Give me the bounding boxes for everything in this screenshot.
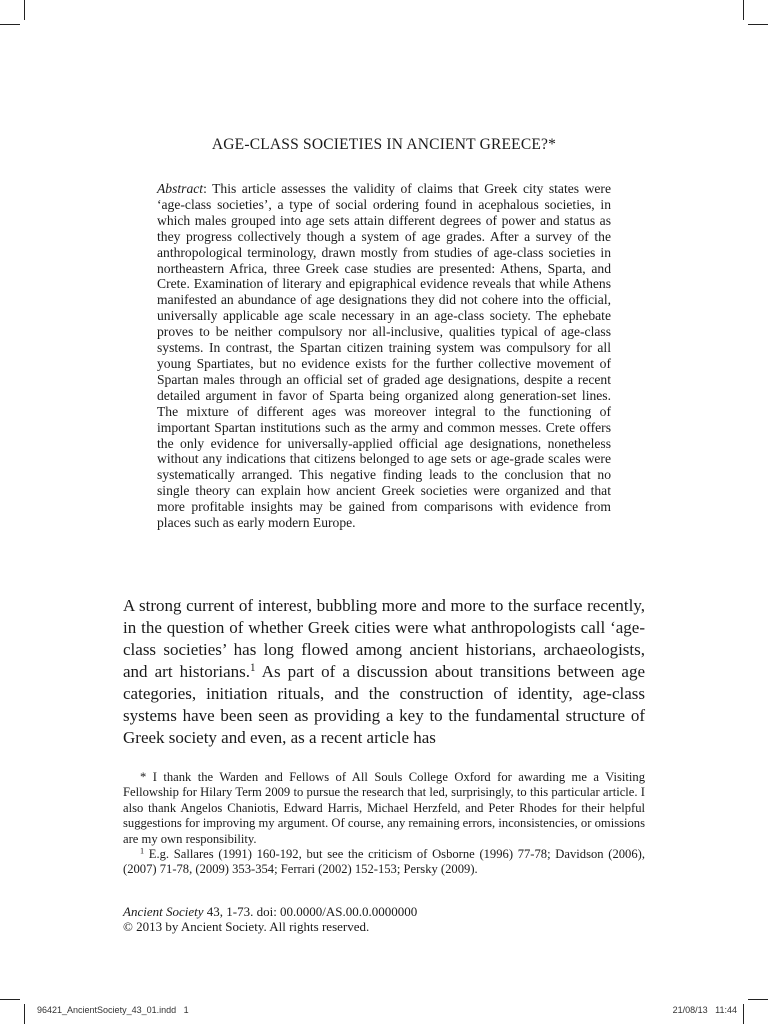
crop-mark-top-left-horizontal <box>0 24 20 25</box>
crop-mark-bottom-right-vertical <box>743 1004 744 1024</box>
crop-mark-bottom-right-horizontal <box>748 999 768 1000</box>
crop-mark-top-right-vertical <box>743 0 744 20</box>
footnote-ref-1: 1 <box>250 661 256 674</box>
journal-citation-line <box>123 904 417 919</box>
journal-info <box>123 904 417 934</box>
crop-mark-bottom-left-vertical <box>24 1004 25 1024</box>
abstract <box>157 181 611 531</box>
footnote-asterisk <box>123 770 645 847</box>
body-text-part-1: A strong current of interest, bubbling more and more to the surface recently, in the question of whether Greek cities were what anthropologists call ‘age-class societies’ has long flowed among ancient historians, archaeologists, and art historians. <box>123 596 645 681</box>
crop-mark-bottom-left-horizontal <box>0 999 20 1000</box>
body-paragraph <box>123 595 645 749</box>
slug-file: 96421_AncientSociety_43_01.indd 1 <box>37 1005 189 1015</box>
footnotes <box>123 770 645 878</box>
abstract-text: : This article assesses the validity of claims that Greek city states were ‘age-class societies’, a type of social ordering found in acephalous societies, in which males grouped into age sets attain different degrees of power and status as they progress collectively though a system of age grades. After a survey of the anthropological terminology, drawn mostly from studies of age-class societies in northeastern Africa, three Greek case studies are presented: Athens, Sparta, and Crete. Examination of literary and epigraphical evidence reveals that while Athens manifested an abundance of age designations they did not cohere into the official, universally applicable age scale necessary in an age-class society. The ephebate proves to be neither compulsory nor all-inclusive, qualities typical of age-class systems. In contrast, the Spartan citizen training system was compulsory for all young Spartiates, but no evidence exists for the further collective movement of Spartan males through an official set of graded age designations, despite a recent detailed argument in favor of Sparta being organized along generation-set lines. The mixture of different ages was moreover integral to the functioning of important Spartan institutions such as the army and common messes. Crete offers the only evidence for universally-applied official age designations, nonetheless without any indications that citizens belonged to age sets or age-grade scales were systematically arranged. This negative finding leads to the conclusion that no single theory can explain how ancient Greek societies were organized and that more profitable insights may be gained from comparisons with evidence from places such as early modern Europe. <box>157 181 611 531</box>
footnote-asterisk-text: I thank the Warden and Fellows of All Souls College Oxford for awarding me a Visiting Fellowship for Hilary Term 2009 to pursue the research that led, surprisingly, to this particular article. I also thank Angelos Chaniotis, Edward Harris, Michael Herzfeld, and Peter Rhodes for their helpful suggestions for improving my argument. Of course, any remaining errors, inconsistencies, or omissions are my own responsibility. <box>123 770 645 846</box>
journal-copyright: © 2013 by Ancient Society. All rights reserved. <box>123 919 370 934</box>
crop-mark-top-left-vertical <box>24 0 25 20</box>
footnote-1 <box>123 847 645 878</box>
body-text-part-2: As part of a discussion about transitions between age categories, initiation rituals, and the construction of identity, age-class systems have been seen as providing a key to the fundamental structure of Greek society and even, as a recent article has <box>123 662 645 747</box>
crop-mark-top-right-horizontal <box>748 24 768 25</box>
footnote-1-mark: 1 <box>140 846 145 856</box>
footnote-asterisk-mark: * <box>140 770 147 784</box>
footnote-1-text: E.g. Sallares (1991) 160-192, but see the criticism of Osborne (1996) 77-78; Davidson (2006), (2007) 71-78, (2009) 353-354; Ferrari (2002) 152-153; Persky (2009). <box>123 847 645 877</box>
abstract-label: Abstract <box>157 181 204 196</box>
article-title: AGE-CLASS SOCIETIES IN ANCIENT GREECE?* <box>211 136 557 153</box>
slug-datetime: 21/08/13 11:44 <box>672 1005 737 1015</box>
journal-name: Ancient Society <box>123 904 204 919</box>
journal-citation: 43, 1-73. doi: 00.0000/AS.00.0.0000000 <box>203 904 418 919</box>
